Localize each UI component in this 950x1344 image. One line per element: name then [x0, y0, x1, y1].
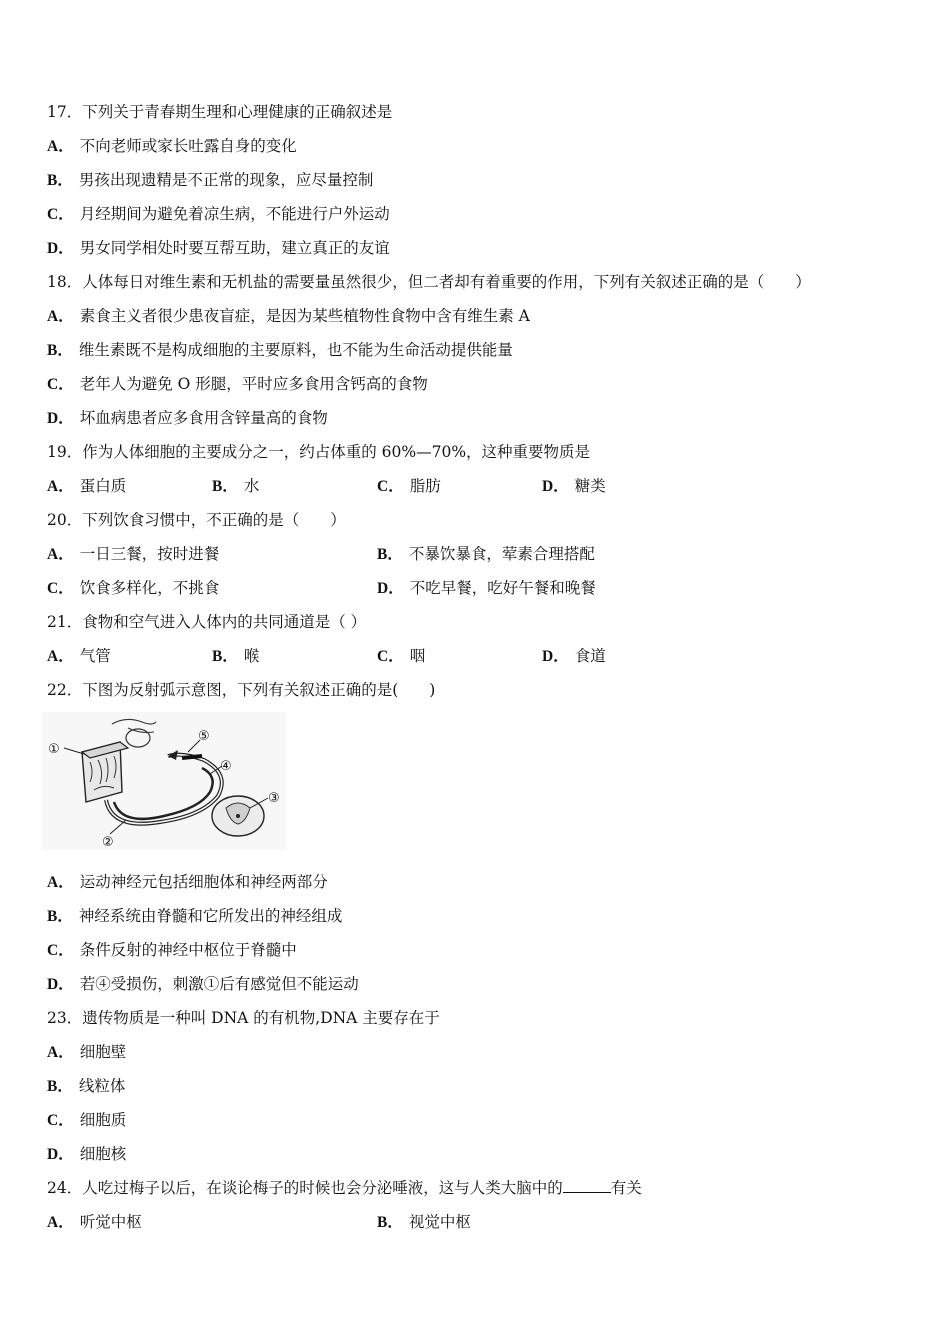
option-letter: A． [47, 138, 74, 155]
question-18-option-d [47, 408, 328, 429]
option-text: 气管 [79, 647, 111, 665]
option-text: 条件反射的神经中枢位于脊髓中 [79, 941, 297, 959]
label-3: ③ [268, 791, 280, 806]
option-text: 视觉中枢 [408, 1213, 471, 1231]
question-22-option-a [47, 872, 328, 893]
option-letter: C． [377, 478, 404, 495]
question-18-stem: 18．人体每日对维生素和无机盐的需要量虽然很少，但二者却有着重要的作用，下列有关叙述正确的是（ ） [47, 273, 811, 291]
option-letter: A． [47, 1044, 74, 1061]
option-letter: D． [47, 240, 74, 257]
option-text: 不暴饮暴食，荤素合理搭配 [408, 545, 595, 563]
question-17-option-a [47, 136, 297, 157]
reflex-arc-diagram [42, 712, 286, 850]
label-4: ④ [220, 759, 232, 774]
spinal-cord-section [212, 796, 264, 836]
stem-text-after: 有关 [610, 1179, 642, 1197]
option-text: 不向老师或家长吐露自身的变化 [79, 137, 297, 155]
option-text: 脂肪 [409, 477, 441, 495]
option-letter: C． [47, 580, 74, 597]
option-letter: D． [542, 478, 569, 495]
question-18-option-c [47, 374, 428, 395]
option-text: 饮食多样化，不挑食 [79, 579, 220, 597]
option-text: 不吃早餐，吃好午餐和晚餐 [409, 579, 596, 597]
label-5: ⑤ [198, 729, 210, 744]
question-19-option-d [542, 476, 606, 497]
label-1: ① [48, 742, 60, 757]
question-22-option-d [47, 974, 359, 995]
option-text: 咽 [409, 647, 426, 665]
option-letter: B． [212, 478, 238, 495]
option-letter: B． [47, 172, 73, 189]
question-17-option-d [47, 238, 390, 259]
question-20-option-b [377, 544, 595, 565]
option-letter: C． [377, 648, 404, 665]
question-18-option-b [47, 340, 513, 361]
question-22-stem: 22．下图为反射弧示意图，下列有关叙述正确的是( ) [47, 681, 436, 699]
question-23-option-b [47, 1076, 125, 1097]
option-text: 线粒体 [78, 1077, 126, 1095]
option-letter: A． [47, 308, 74, 325]
option-text: 喉 [243, 647, 260, 665]
question-20-option-d [377, 578, 596, 599]
option-letter: A． [47, 874, 74, 891]
stem-text-before: 24．人吃过梅子以后，在谈论梅子的时候也会分泌唾液，这与人类大脑中的 [47, 1179, 563, 1197]
option-text: 维生素既不是构成细胞的主要原料，也不能为生命活动提供能量 [78, 341, 513, 359]
option-text: 食道 [574, 647, 606, 665]
option-letter: D． [47, 1146, 74, 1163]
question-20-option-c [47, 578, 219, 599]
option-text: 素食主义者很少患夜盲症，是因为某些植物性食物中含有维生素 A [79, 307, 530, 325]
option-letter: C． [47, 1112, 74, 1129]
option-text: 老年人为避免 O 形腿，平时应多食用含钙高的食物 [79, 375, 428, 393]
option-letter: B． [47, 1078, 73, 1095]
answer-blank [563, 1178, 611, 1193]
question-21-option-b [212, 646, 259, 667]
option-text: 若④受损伤，刺激①后有感觉但不能运动 [79, 975, 359, 993]
question-18-option-a [47, 306, 530, 327]
question-21-option-c [377, 646, 425, 667]
option-letter: B． [212, 648, 238, 665]
option-letter: D． [47, 410, 74, 427]
option-text: 男孩出现遗精是不正常的现象，应尽量控制 [78, 171, 374, 189]
question-17-stem: 17．下列关于青春期生理和心理健康的正确叙述是 [47, 103, 393, 121]
option-text: 糖类 [574, 477, 606, 495]
question-21-stem: 21．食物和空气进入人体内的共同通道是（ ） [47, 613, 367, 631]
option-letter: D． [47, 976, 74, 993]
option-text: 运动神经元包括细胞体和神经两部分 [79, 873, 328, 891]
question-23-option-a [47, 1042, 126, 1063]
question-22-option-b [47, 906, 342, 927]
question-24-option-b [377, 1212, 471, 1233]
question-23-option-d [47, 1144, 126, 1165]
question-17-option-b [47, 170, 373, 191]
question-19-option-a [47, 476, 126, 497]
option-letter: B． [47, 908, 73, 925]
option-letter: B． [47, 342, 73, 359]
option-letter: B． [377, 1214, 403, 1231]
option-text: 细胞质 [79, 1111, 127, 1129]
question-17-option-c [47, 204, 390, 225]
question-21-option-a [47, 646, 111, 667]
question-22-option-c [47, 940, 297, 961]
option-letter: A． [47, 648, 74, 665]
option-text: 听觉中枢 [79, 1213, 142, 1231]
option-letter: D． [542, 648, 569, 665]
question-24-option-a [47, 1212, 142, 1233]
question-20-option-a [47, 544, 219, 565]
option-letter: C． [47, 376, 74, 393]
question-19-stem: 19．作为人体细胞的主要成分之一，约占体重的 60%—70%，这种重要物质是 [47, 443, 591, 461]
option-text: 一日三餐，按时进餐 [79, 545, 220, 563]
option-letter: C． [47, 942, 74, 959]
option-letter: D． [377, 580, 404, 597]
option-letter: C． [47, 206, 74, 223]
option-text: 细胞核 [79, 1145, 127, 1163]
question-23-stem: 23．遗传物质是一种叫 DNA 的有机物,DNA 主要存在于 [47, 1009, 440, 1027]
option-text: 细胞壁 [79, 1043, 127, 1061]
question-20-stem: 20．下列饮食习惯中，不正确的是（ ） [47, 511, 346, 529]
option-text: 坏血病患者应多食用含锌量高的食物 [79, 409, 328, 427]
label-2: ② [102, 835, 114, 850]
option-text: 男女同学相处时要互帮互助，建立真正的友谊 [79, 239, 390, 257]
option-letter: A． [47, 1214, 74, 1231]
option-letter: A． [47, 478, 74, 495]
option-letter: B． [377, 546, 403, 563]
question-24-stem [47, 1178, 642, 1198]
option-letter: A． [47, 546, 74, 563]
question-19-option-c [377, 476, 441, 497]
question-23-option-c [47, 1110, 126, 1131]
option-text: 水 [243, 477, 260, 495]
option-text: 神经系统由脊髓和它所发出的神经组成 [78, 907, 343, 925]
option-text: 月经期间为避免着凉生病，不能进行户外运动 [79, 205, 390, 223]
question-19-option-b [212, 476, 259, 497]
option-text: 蛋白质 [79, 477, 127, 495]
question-21-option-d [542, 646, 606, 667]
